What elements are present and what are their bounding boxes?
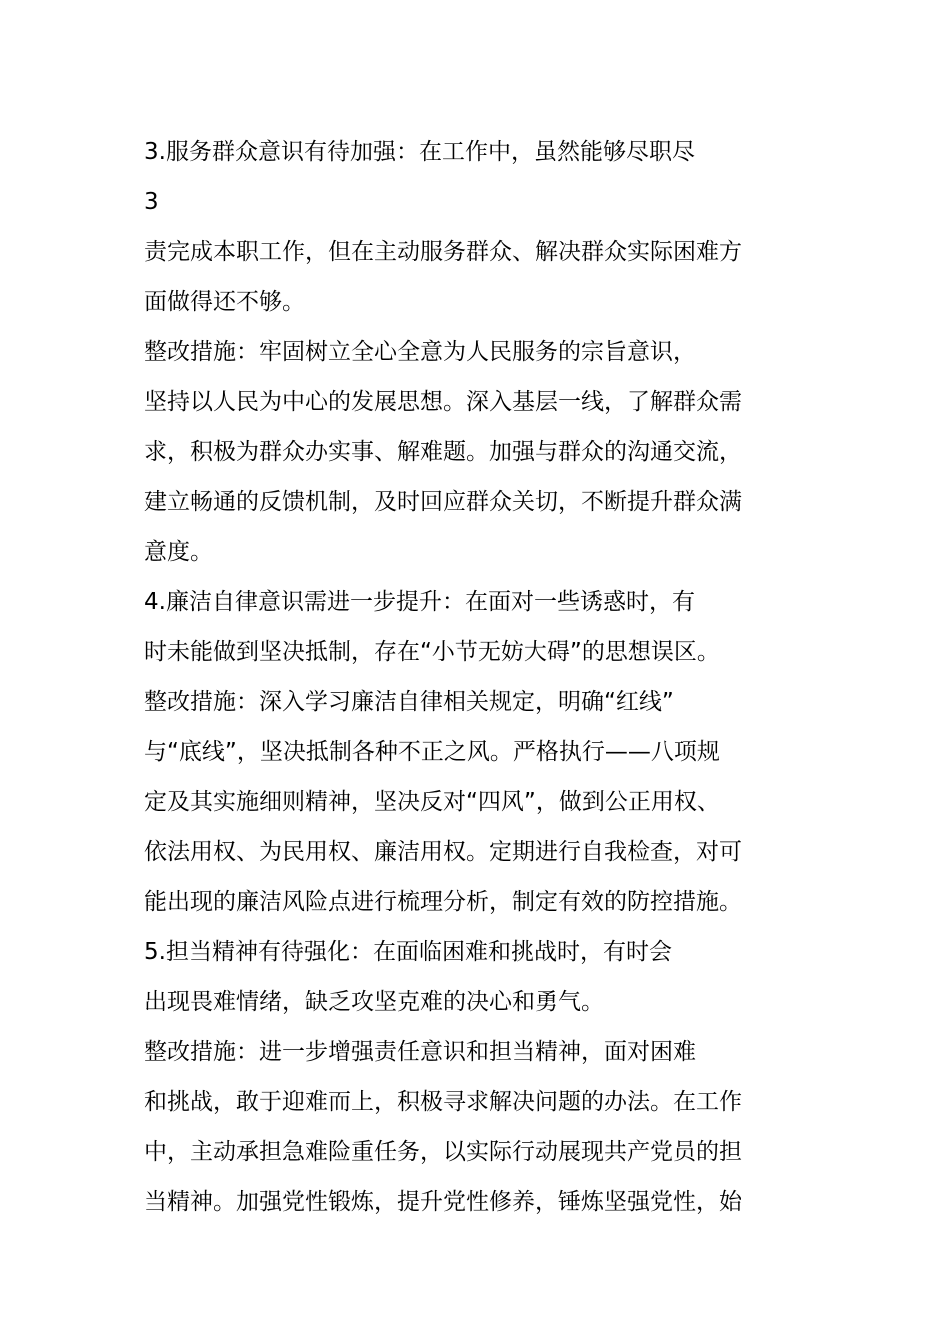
text-line: 4.廉洁自律意识需进一步提升：在面对一些诱惑时，有: [144, 589, 695, 615]
text-line: 面做得还不够。: [144, 289, 305, 315]
text-line: 依法用权、为民用权、廉洁用权。定期进行自我检查，对可: [144, 839, 742, 865]
text-line: 意度。: [144, 539, 213, 565]
text-line: 和挑战，敢于迎难而上，积极寻求解决问题的办法。在工作: [144, 1089, 742, 1115]
text-line: 3.服务群众意识有待加强：在工作中，虽然能够尽职尽: [144, 139, 695, 165]
text-line: 当精神。加强党性锻炼，提升党性修养，锤炼坚强党性，始: [144, 1189, 742, 1215]
document-body: [144, 127, 784, 1227]
text-line: 能出现的廉洁风险点进行梳理分析，制定有效的防控措施。: [144, 889, 742, 915]
page-number: 3: [144, 189, 159, 215]
text-line: 与“底线”，坚决抵制各种不正之风。严格执行——八项规: [144, 739, 720, 765]
text-line: 中，主动承担急难险重任务，以实际行动展现共产党员的担: [144, 1139, 742, 1165]
text-line: 定及其实施细则精神，坚决反对“四风”，做到公正用权、: [144, 789, 720, 815]
text-line: 整改措施：深入学习廉洁自律相关规定，明确“红线”: [144, 689, 674, 715]
text-line: 5.担当精神有待强化：在面临困难和挑战时，有时会: [144, 939, 672, 965]
text-line: 坚持以人民为中心的发展思想。深入基层一线，了解群众需: [144, 389, 742, 415]
text-line: 责完成本职工作，但在主动服务群众、解决群众实际困难方: [144, 239, 742, 265]
text-line: 整改措施：牢固树立全心全意为人民服务的宗旨意识，: [144, 339, 696, 365]
text-line: 建立畅通的反馈机制，及时回应群众关切，不断提升群众满: [144, 489, 742, 515]
text-line: 整改措施：进一步增强责任意识和担当精神，面对困难: [144, 1039, 696, 1065]
text-line: 时未能做到坚决抵制，存在“小节无妨大碍”的思想误区。: [144, 639, 720, 665]
text-line: 求，积极为群众办实事、解难题。加强与群众的沟通交流，: [144, 439, 742, 465]
text-line: 出现畏难情绪，缺乏攻坚克难的决心和勇气。: [144, 989, 604, 1015]
